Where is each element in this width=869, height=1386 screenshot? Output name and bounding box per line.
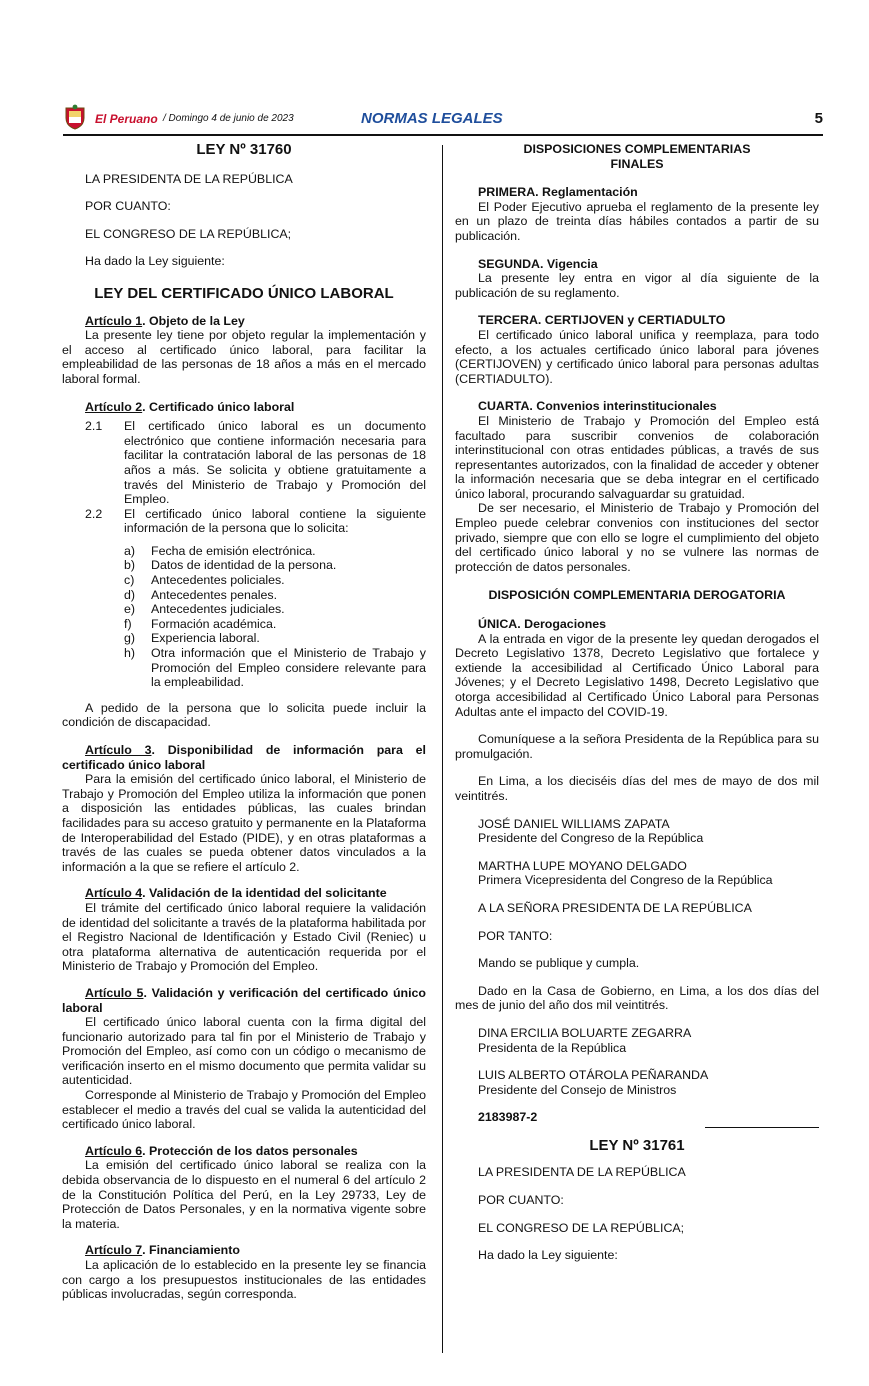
article-text: A pedido de la persona que lo solicita puede incluir la condición de discapacidad. (62, 700, 426, 730)
section-heading: DISPOSICIONES COMPLEMENTARIAS (523, 142, 751, 156)
list-item: g) Experiencia laboral. (124, 631, 260, 646)
list-item: f) Formación académica. (124, 616, 277, 631)
closing-text: En Lima, a los dieciséis días del mes de mayo de dos mil veintitrés. (455, 774, 819, 803)
provision-heading: ÚNICA. Derogaciones (478, 617, 607, 632)
signatory-role: Presidente del Congreso de la República (478, 831, 704, 846)
opening-line: Ha dado la Ley siguiente: (478, 1248, 618, 1263)
item-text: El certificado único laboral es un documento electrónico que contiene información necesaria para facilitar la contratación laboral de las personas de 18 años a más. Se solicita y obtiene gratuitamente a través del Ministerio de Trabajo y Promoción del Empleo. (124, 419, 426, 507)
provision-text: De ser necesario, el Ministerio de Trabajo y Promoción del Empleo puede celebrar convenios con instituciones del sector privado, siempre que con ello se logre el cumplimiento del objeto del certificado único laboral y no se vulnere las normas de protección de datos personales. (455, 501, 819, 574)
opening-line: LA PRESIDENTA DE LA REPÚBLICA (85, 171, 293, 186)
provision-heading: CUARTA. Convenios interinstitucionales (478, 399, 717, 414)
article-title: . Validación y verificación del certificado único laboral (62, 985, 426, 1015)
item-number: 2.1 (85, 419, 103, 434)
article-title: . Disponibilidad de información para el certificado único laboral (62, 743, 426, 772)
closing-text: POR TANTO: (478, 928, 553, 943)
coat-of-arms-icon (63, 104, 87, 130)
publication-date: / Domingo 4 de junio de 2023 (163, 113, 294, 124)
article-text: El certificado único laboral cuenta con la firma digital del funcionario autorizado para tal fin por el Ministerio de Trabajo y Promoción del Empleo, así como con un código o mecanismo de verificación inserto en el mismo documento que permita validar su autenticidad. (62, 1015, 426, 1088)
column-divider (442, 145, 443, 1353)
signatory-role: Primera Vicepresidenta del Congreso de la República (478, 873, 773, 888)
article-title: . Protección de los datos personales (142, 1143, 358, 1158)
section-heading: FINALES (610, 156, 664, 171)
list-item: c) Antecedentes policiales. (124, 573, 285, 588)
article-number: Artículo 3 (85, 743, 152, 757)
closing-text: Comuníquese a la señora Presidenta de la República para su promulgación. (455, 732, 819, 761)
signatory-name: JOSÉ DANIEL WILLIAMS ZAPATA (478, 816, 670, 831)
article-text: La presente ley tiene por objeto regular la implementación y el acceso al certificado único laboral, para facilitar la empleabilidad de las personas de 18 años a más en el mercado laboral formal. (62, 328, 426, 386)
article-text: Para la emisión del certificado único laboral, el Ministerio de Trabajo y Promoción del Empleo utiliza la información que ponen a disposición las entidades públicas, las cuales brindan facilidades para su acceso gratuito y permanente en la Plataforma de Interoperabilidad del Estado (PIDE), y en otras plataformas a través de las cuales se pueda obtener datos vinculados a la información a la que se refiere el artículo 2. (62, 772, 426, 874)
closing-text: Dado en la Casa de Gobierno, en Lima, a los dos días del mes de junio del año dos mil veintitrés. (455, 983, 819, 1013)
signatory-role: Presidente del Consejo de Ministros (478, 1082, 677, 1097)
article-number: Artículo 6 (85, 1143, 143, 1158)
list-item: h) Otra información que el Ministerio de Trabajo y Promoción del Empleo considere relevante para la empleabilidad. (124, 646, 426, 690)
page-header (63, 104, 823, 134)
signatory-name: MARTHA LUPE MOYANO DELGADO (478, 858, 687, 873)
page-number: 5 (814, 110, 823, 127)
provision-text: El certificado único laboral unifica y reemplaza, para todo efecto, a los actuales certificado único laboral para jóvenes (CERTIJOVEN) y certificado único laboral para personas adultas (CERTIADULTO). (455, 327, 819, 386)
article-title: . Financiamiento (142, 1243, 240, 1258)
opening-line: LA PRESIDENTA DE LA REPÚBLICA (478, 1165, 686, 1180)
article-heading (62, 986, 426, 1015)
list-item: b) Datos de identidad de la persona. (124, 558, 337, 573)
article-number: Artículo 7 (85, 1243, 143, 1258)
header-rule (63, 134, 823, 136)
signatory-name: DINA ERCILIA BOLUARTE ZEGARRA (478, 1025, 692, 1040)
article-text: El trámite del certificado único laboral requiere la validación de identidad del solicitante a través de la plataforma habilitada por el Registro Nacional de Identificación y Estado Civil (Reniec) u otra plataforma alternativa de autenticación requerida por el Ministerio de Trabajo y Promoción del Empleo. (62, 900, 426, 974)
article-heading (62, 400, 426, 415)
article-heading (62, 1144, 426, 1159)
opening-line: EL CONGRESO DE LA REPÚBLICA; (85, 226, 292, 241)
article-text: La aplicación de lo establecido en la presente ley se financia con cargo a los presupuestos institucionales de las entidades públicas involucradas, según corresponda. (62, 1258, 426, 1302)
law-title: LEY DEL CERTIFICADO ÚNICO LABORAL (94, 284, 394, 302)
article-heading (62, 886, 426, 901)
provision-text: A la entrada en vigor de la presente ley quedan derogados el Decreto Legislativo 1378, Decreto Legislativo que fortalece y extiende la accesibilidad al Certificado Único Laboral para Jóvenes; y el Decreto Legislativo 1498, Decreto Legislativo que otorga accesibilidad al Certificado Único Laboral para Personas Adultas ante el impacto del COVID-19. (455, 631, 819, 719)
item-text: El certificado único laboral contiene la siguiente información de la persona que lo solicita: (124, 506, 426, 536)
publication-code: 2183987-2 (478, 1110, 538, 1125)
article-number: Artículo 1 (85, 313, 143, 328)
right-column (455, 140, 819, 1263)
provision-text: El Ministerio de Trabajo y Promoción del Empleo está facultado para suscribir convenios de colaboración interinstitucional con otras entidades públicas, a través de sus representantes autorizados, con la finalidad de acceder y obtener la información necesaria que se deba integrar en el certificado único laboral, procurando salvaguardar su gratuidad. (455, 413, 819, 501)
newspaper-brand: El Peruano (95, 112, 158, 126)
article-title: . Certificado único laboral (142, 399, 295, 414)
article-text: Corresponde al Ministerio de Trabajo y Promoción del Empleo establecer el medio a través del cual se valida la autenticidad del certificado único laboral. (62, 1088, 426, 1132)
left-column (62, 140, 426, 1302)
opening-line: EL CONGRESO DE LA REPÚBLICA; (478, 1220, 685, 1235)
opening-line: Ha dado la Ley siguiente: (85, 254, 225, 269)
provision-text: La presente ley entra en vigor al día siguiente de la publicación de su reglamento. (455, 271, 819, 300)
signatory-name: LUIS ALBERTO OTÁROLA PEÑARANDA (478, 1068, 709, 1083)
numbered-item (62, 419, 426, 507)
list-item: e) Antecedentes judiciales. (124, 602, 285, 617)
law-number: LEY Nº 31761 (589, 1136, 685, 1154)
article-number: Artículo 5 (85, 985, 144, 1000)
article-title: . Objeto de la Ley (142, 313, 245, 328)
separator-rule (705, 1127, 819, 1128)
closing-text: A LA SEÑORA PRESIDENTA DE LA REPÚBLICA (478, 900, 752, 915)
list-item: a) Fecha de emisión electrónica. (124, 543, 316, 558)
article-text: La emisión del certificado único laboral se realiza con la debida observancia de lo dispuesto en el numeral 6 del artículo 2 de la Constitución Política del Perú, en la Ley 29733, Ley de Protección de Datos Personales, y en la normativa vigente sobre la materia. (62, 1158, 426, 1231)
article-heading (62, 1243, 426, 1258)
section-title: NORMAS LEGALES (361, 110, 503, 127)
article-number: Artículo 2 (85, 399, 143, 414)
article-title: . Validación de la identidad del solicitante (142, 886, 387, 901)
provision-text: El Poder Ejecutivo aprueba el reglamento de la presente ley en un plazo de treinta días hábiles contados a partir de su publicación. (455, 199, 819, 243)
signatory-role: Presidenta de la República (478, 1040, 627, 1055)
opening-line: POR CUANTO: (478, 1193, 564, 1208)
closing-text: Mando se publique y cumpla. (478, 956, 640, 971)
provision-heading: TERCERA. CERTIJOVEN y CERTIADULTO (478, 313, 726, 328)
provision-heading: SEGUNDA. Vigencia (478, 256, 598, 271)
provision-heading: PRIMERA. Reglamentación (478, 185, 638, 200)
article-heading (62, 743, 426, 772)
numbered-item (62, 507, 426, 536)
list-item: d) Antecedentes penales. (124, 587, 278, 602)
article-heading (62, 314, 426, 329)
article-number: Artículo 4 (85, 886, 143, 901)
letter-list (62, 544, 426, 690)
opening-line: POR CUANTO: (85, 199, 171, 214)
item-number: 2.2 (85, 506, 103, 521)
law-number: LEY Nº 31760 (196, 141, 292, 158)
section-heading: DISPOSICIÓN COMPLEMENTARIA DEROGATORIA (488, 588, 786, 603)
